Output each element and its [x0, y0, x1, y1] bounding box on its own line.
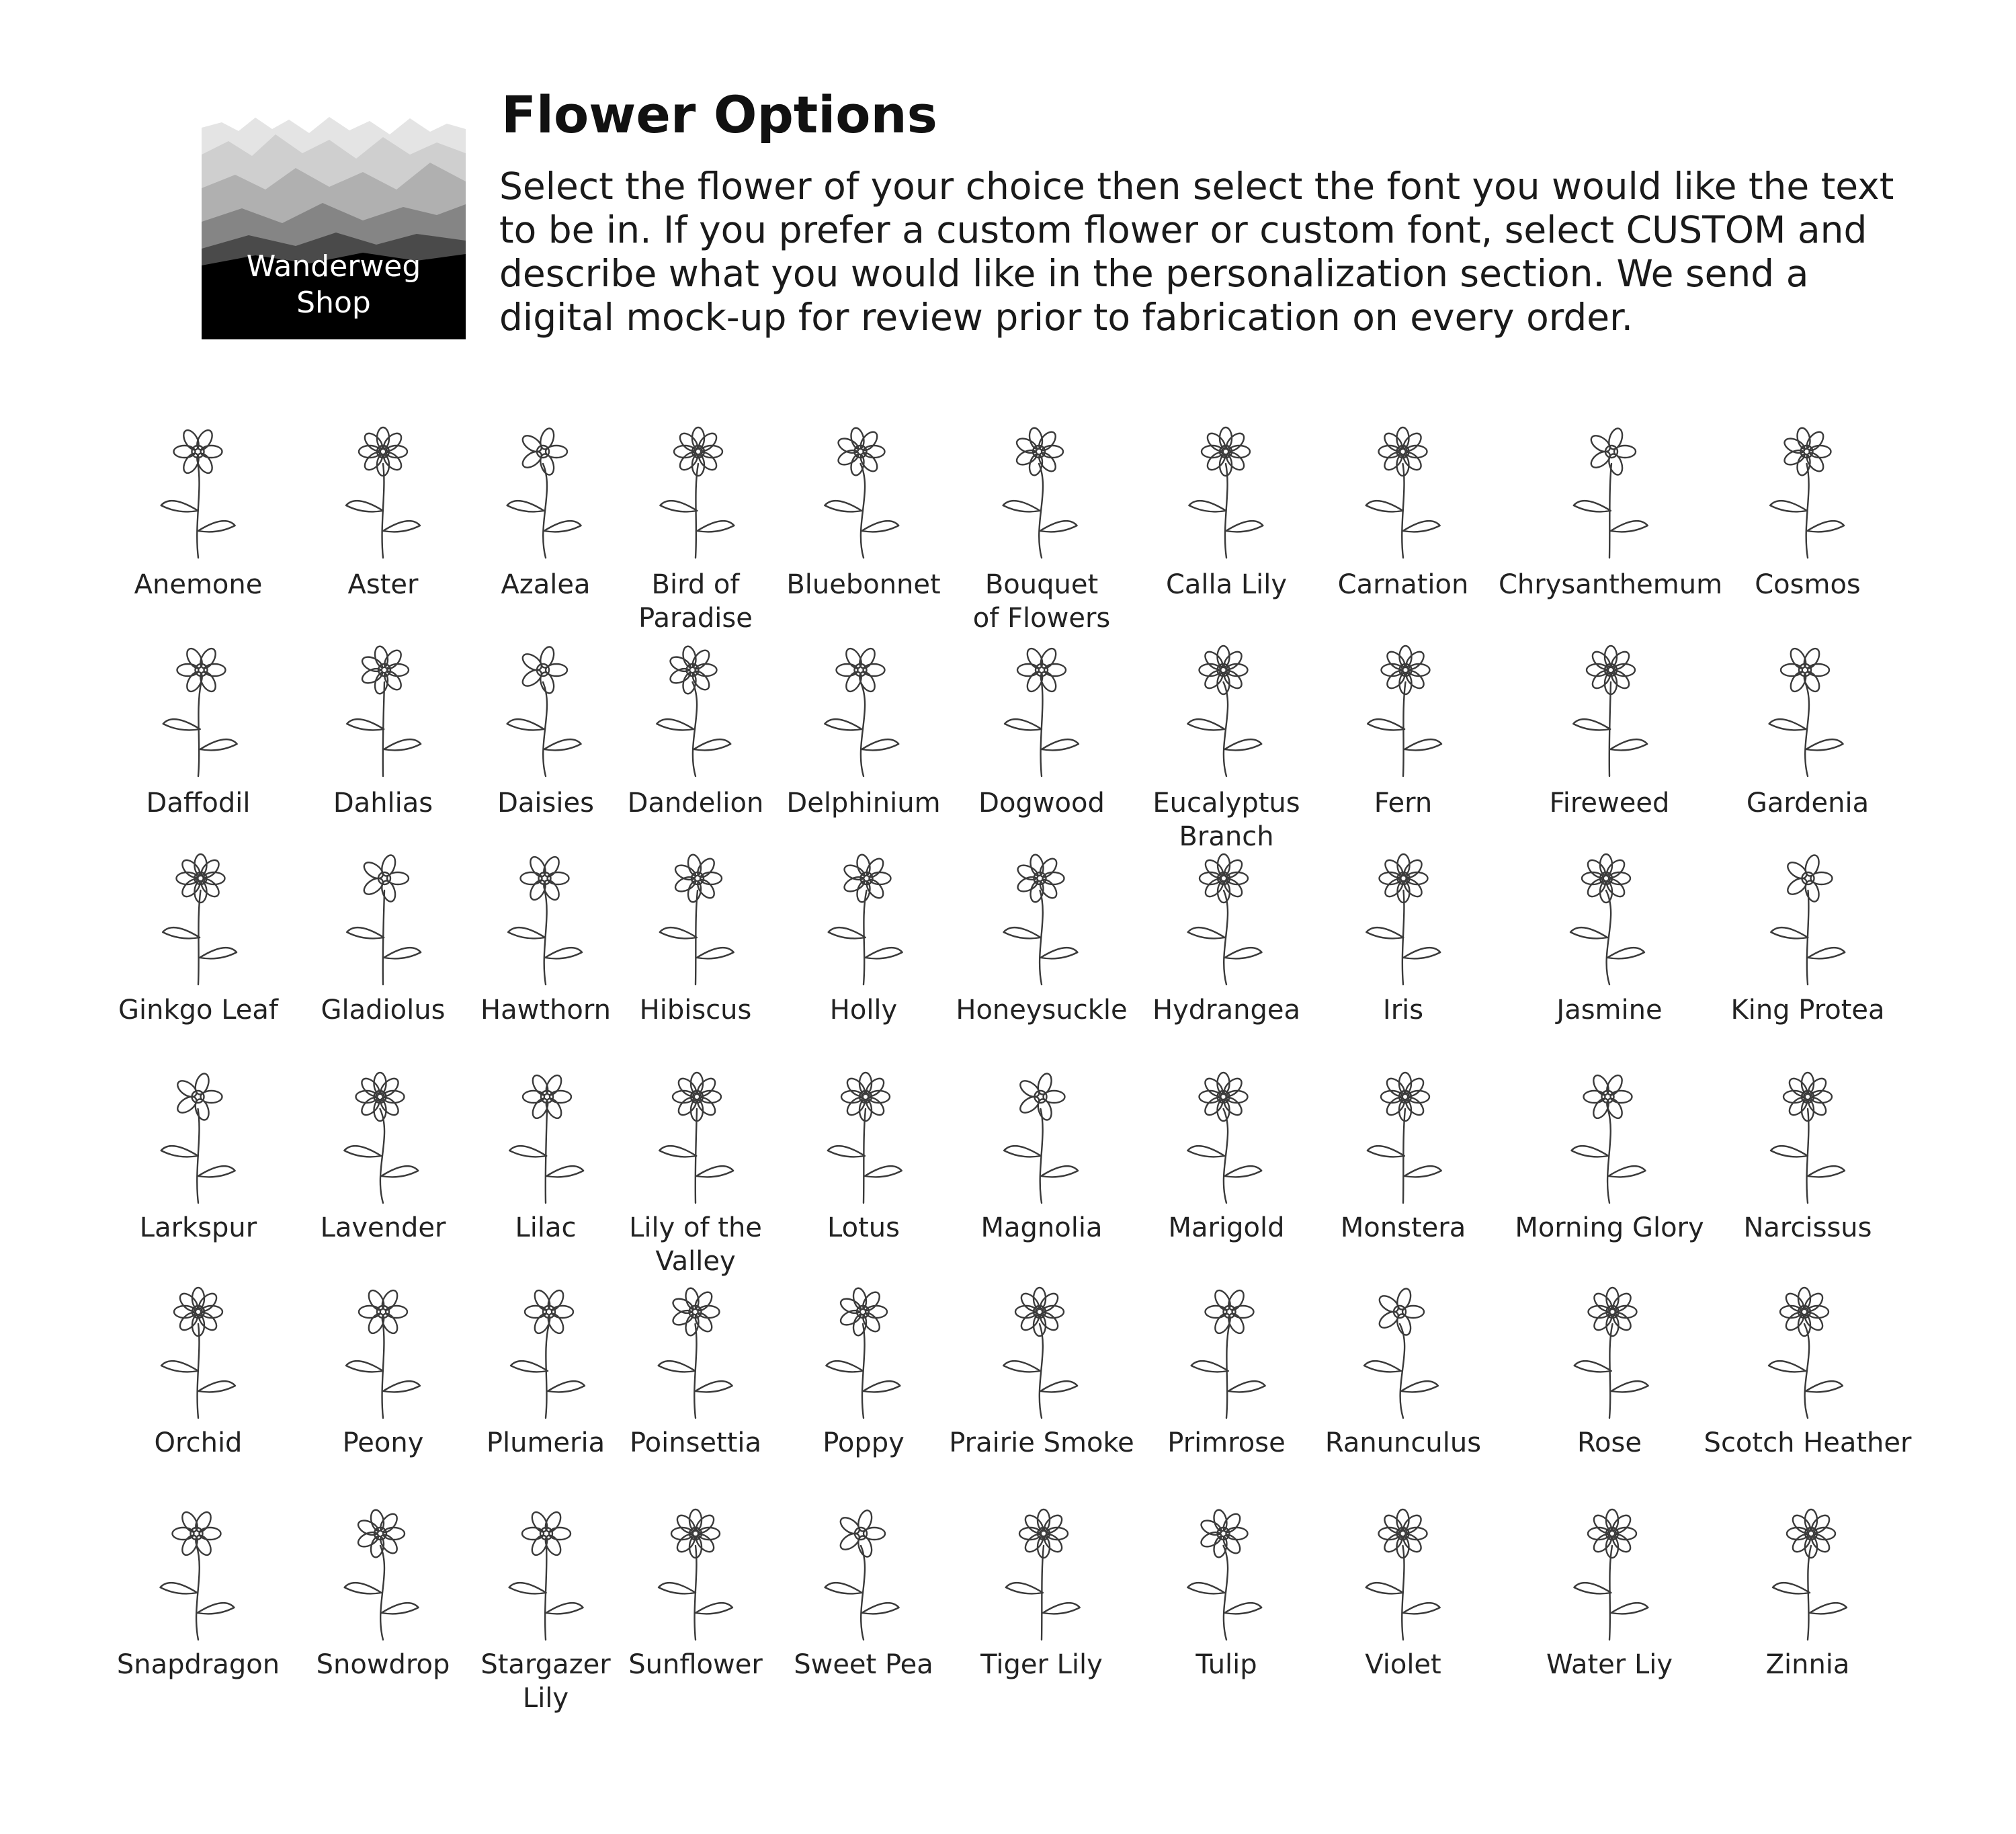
logo-text-line1: Wanderweg: [246, 249, 421, 284]
flower-label: Peony: [342, 1427, 424, 1458]
flower-label: Aster: [347, 569, 419, 600]
hydrangea-flower-icon: [1156, 843, 1297, 988]
flower-label: Honeysuckle: [956, 995, 1128, 1026]
flower-label: Poppy: [823, 1427, 905, 1458]
hibiscus-flower-icon: [625, 843, 766, 988]
flower-label: Iris: [1382, 995, 1424, 1026]
flower-label: Holly: [829, 995, 898, 1026]
daisies-flower-icon: [475, 635, 616, 780]
flower-label: Prairie Smoke: [949, 1427, 1134, 1458]
fireweed-flower-icon: [1539, 635, 1680, 780]
flower-label: Magnolia: [980, 1212, 1103, 1243]
tulip-flower-icon: [1156, 1499, 1297, 1643]
sunflower-flower-icon: [625, 1499, 766, 1643]
instructions-line: to be in. If you prefer a custom flower or custom font, select CUSTOM and: [499, 208, 1867, 251]
flower-label: Eucalyptus Branch: [1152, 788, 1300, 852]
poppy-flower-icon: [793, 1277, 934, 1421]
flower-label: Morning Glory: [1515, 1212, 1704, 1243]
flower-label: Sunflower: [628, 1649, 763, 1680]
water-liy-flower-icon: [1539, 1499, 1680, 1643]
flower-label: Larkspur: [139, 1212, 257, 1243]
larkspur-flower-icon: [128, 1062, 269, 1206]
logo-text-line2: Shop: [296, 286, 371, 320]
flower-label: Water Liy: [1546, 1649, 1673, 1680]
dahlias-flower-icon: [312, 635, 454, 780]
bouquet-of-flowers-flower-icon: [971, 417, 1112, 561]
primrose-flower-icon: [1156, 1277, 1297, 1421]
lily-of-the-valley-flower-icon: [625, 1062, 766, 1206]
lotus-flower-icon: [793, 1062, 934, 1206]
orchid-flower-icon: [128, 1277, 269, 1421]
eucalyptus-branch-flower-icon: [1156, 635, 1297, 780]
flower-label: Daisies: [497, 788, 594, 819]
cosmos-flower-icon: [1737, 417, 1878, 561]
jasmine-flower-icon: [1539, 843, 1680, 988]
marigold-flower-icon: [1156, 1062, 1297, 1206]
flower-label: Bouquet of Flowers: [972, 569, 1111, 634]
daffodil-flower-icon: [128, 635, 269, 780]
flower-label: Plumeria: [486, 1427, 605, 1458]
instructions-line: Select the flower of your choice then select the font you would like the text: [499, 165, 1894, 208]
flower-label: Zinnia: [1765, 1649, 1850, 1680]
anemone-flower-icon: [128, 417, 269, 561]
flower-label: King Protea: [1730, 995, 1885, 1026]
flower-label: Bluebonnet: [786, 569, 941, 600]
calla-lily-flower-icon: [1156, 417, 1297, 561]
carnation-flower-icon: [1333, 417, 1474, 561]
snowdrop-flower-icon: [312, 1499, 454, 1643]
flower-label: Gardenia: [1746, 788, 1870, 819]
bluebonnet-flower-icon: [793, 417, 934, 561]
flower-label: Calla Lily: [1165, 569, 1288, 600]
flower-label: Hawthorn: [480, 995, 611, 1026]
flower-label: Cosmos: [1755, 569, 1861, 600]
lilac-flower-icon: [475, 1062, 616, 1206]
violet-flower-icon: [1333, 1499, 1474, 1643]
flower-label: Delphinium: [786, 788, 941, 819]
flower-label: Lavender: [320, 1212, 446, 1243]
morning-glory-flower-icon: [1539, 1062, 1680, 1206]
flower-label: Tulip: [1195, 1649, 1257, 1680]
rose-flower-icon: [1539, 1277, 1680, 1421]
narcissus-flower-icon: [1737, 1062, 1878, 1206]
flower-label: Hibiscus: [639, 995, 752, 1026]
flower-label: Daffodil: [146, 788, 251, 819]
flower-label: Monstera: [1340, 1212, 1466, 1243]
honeysuckle-flower-icon: [971, 843, 1112, 988]
iris-flower-icon: [1333, 843, 1474, 988]
poinsettia-flower-icon: [625, 1277, 766, 1421]
magnolia-flower-icon: [971, 1062, 1112, 1206]
gardenia-flower-icon: [1737, 635, 1878, 780]
monstera-flower-icon: [1333, 1062, 1474, 1206]
flower-label: Bird of Paradise: [638, 569, 753, 634]
flower-label: Lilac: [515, 1212, 577, 1243]
flower-label: Carnation: [1337, 569, 1469, 600]
flower-label: Anemone: [134, 569, 263, 600]
flower-label: Sweet Pea: [794, 1649, 933, 1680]
scotch-heather-flower-icon: [1737, 1277, 1878, 1421]
snapdragon-flower-icon: [128, 1499, 269, 1643]
ranunculus-flower-icon: [1333, 1277, 1474, 1421]
flower-label: Hydrangea: [1152, 995, 1300, 1026]
flower-label: Azalea: [501, 569, 591, 600]
flower-label: Lotus: [827, 1212, 900, 1243]
flower-label: Fireweed: [1549, 788, 1670, 819]
flower-label: Tiger Lily: [980, 1649, 1103, 1680]
plumeria-flower-icon: [475, 1277, 616, 1421]
holly-flower-icon: [793, 843, 934, 988]
page-title: Flower Options: [501, 85, 937, 144]
dogwood-flower-icon: [971, 635, 1112, 780]
instructions-line: digital mock-up for review prior to fabrication on every order.: [499, 296, 1634, 339]
tiger-lily-flower-icon: [971, 1499, 1112, 1643]
flower-label: Scotch Heather: [1704, 1427, 1912, 1458]
flower-label: Snapdragon: [116, 1649, 280, 1680]
azalea-flower-icon: [475, 417, 616, 561]
instructions-line: describe what you would like in the personalization section. We send a: [499, 252, 1809, 295]
flower-label: Gladiolus: [321, 995, 446, 1026]
flower-label: Violet: [1365, 1649, 1441, 1680]
flower-label: Dogwood: [978, 788, 1105, 819]
delphinium-flower-icon: [793, 635, 934, 780]
hawthorn-flower-icon: [475, 843, 616, 988]
flower-label: Chrysanthemum: [1499, 569, 1723, 600]
flower-label: Narcissus: [1743, 1212, 1872, 1243]
flower-label: Rose: [1577, 1427, 1642, 1458]
king-protea-flower-icon: [1737, 843, 1878, 988]
fern-flower-icon: [1333, 635, 1474, 780]
ginkgo-leaf-flower-icon: [128, 843, 269, 988]
flower-label: Jasmine: [1556, 995, 1663, 1026]
flower-label: Ginkgo Leaf: [118, 995, 278, 1026]
prairie-smoke-flower-icon: [971, 1277, 1112, 1421]
flower-label: Stargazer Lily: [480, 1649, 611, 1714]
lavender-flower-icon: [312, 1062, 454, 1206]
flower-label: Dahlias: [333, 788, 433, 819]
flower-label: Poinsettia: [629, 1427, 762, 1458]
flower-label: Ranunculus: [1325, 1427, 1482, 1458]
sweet-pea-flower-icon: [793, 1499, 934, 1643]
bird-of-paradise-flower-icon: [625, 417, 766, 561]
flower-label: Primrose: [1167, 1427, 1286, 1458]
flower-label: Marigold: [1168, 1212, 1285, 1243]
aster-flower-icon: [312, 417, 454, 561]
zinnia-flower-icon: [1737, 1499, 1878, 1643]
dandelion-flower-icon: [625, 635, 766, 780]
flower-label: Dandelion: [627, 788, 764, 819]
peony-flower-icon: [312, 1277, 454, 1421]
gladiolus-flower-icon: [312, 843, 454, 988]
chrysanthemum-flower-icon: [1539, 417, 1680, 561]
flower-label: Orchid: [154, 1427, 243, 1458]
flower-label: Snowdrop: [316, 1649, 450, 1680]
flower-label: Fern: [1374, 788, 1433, 819]
stargazer-lily-flower-icon: [475, 1499, 616, 1643]
flower-label: Lily of the Valley: [629, 1212, 762, 1277]
